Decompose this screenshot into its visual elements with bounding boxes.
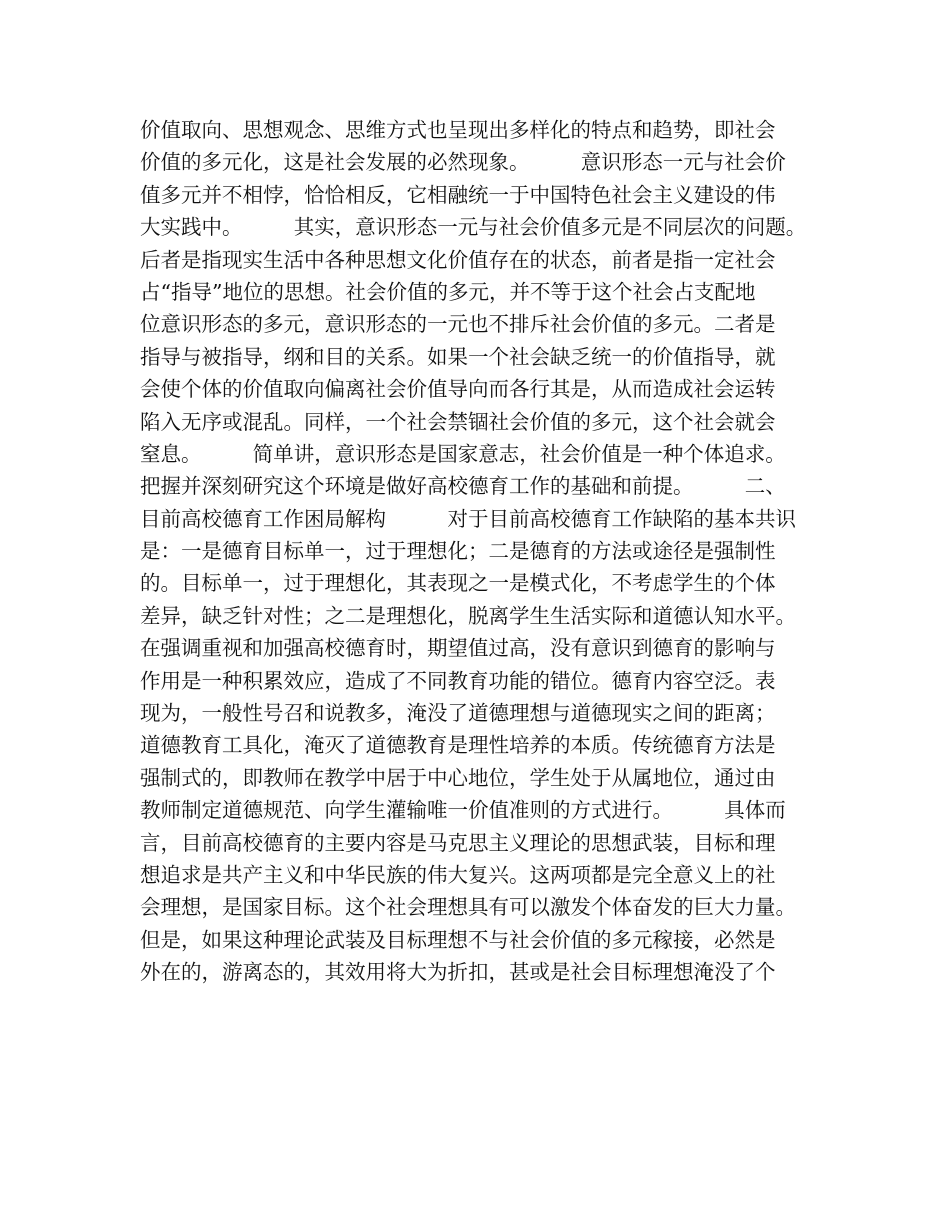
text-line-27: 外在的，游离态的，其效用将大为折扣，甚或是社会目标理想淹没了个 — [140, 960, 776, 985]
text-line-7: 位意识形态的多元，意识形态的一元也不排斥社会价值的多元。二者是 — [140, 312, 776, 337]
text-line-13: 目前高校德育工作困局解构 对于目前高校德育工作缺陷的基本共识 — [140, 506, 796, 531]
text-line-15: 的。目标单一，过于理想化，其表现之一是模式化，不考虑学生的个体 — [140, 571, 776, 596]
text-line-1: 价值取向、思想观念、思维方式也呈现出多样化的特点和趋势，即社会 — [140, 118, 776, 142]
text-line-21: 强制式的，即教师在教学中居于中心地位，学生处于从属地位，通过由 — [140, 765, 776, 790]
text-line-8: 指导与被指导，纲和目的关系。如果一个社会缺乏统一的价值指导，就 — [140, 344, 776, 369]
text-line-4: 大实践中。 其实，意识形态一元与社会价值多元是不同层次的问题。 — [140, 215, 807, 240]
text-line-9: 会使个体的价值取向偏离社会价值导向而各行其是，从而造成社会运转 — [140, 377, 776, 402]
text-line-20: 道德教育工具化，淹灭了道德教育是理性培养的本质。传统德育方法是 — [140, 733, 776, 758]
text-line-23: 言，目前高校德育的主要内容是马克思主义理论的思想武装，目标和理 — [140, 830, 776, 855]
text-line-25: 会理想，是国家目标。这个社会理想具有可以激发个体奋发的巨大力量。 — [140, 895, 796, 920]
text-line-2: 价值的多元化，这是社会发展的必然现象。 意识形态一元与社会价 — [140, 150, 786, 175]
text-line-26: 但是，如果这种理论武装及目标理想不与社会价值的多元稼接，必然是 — [140, 927, 776, 952]
text-line-10: 陷入无序或混乱。同样，一个社会禁锢社会价值的多元，这个社会就会 — [140, 409, 776, 434]
body-text — [140, 114, 830, 989]
text-line-11: 窒息。 简单讲，意识形态是国家意志，社会价值是一种个体追求。 — [140, 441, 786, 466]
text-line-19: 现为，一般性号召和说教多，淹没了道德理想与道德现实之间的距离； — [140, 701, 776, 726]
text-line-22: 教师制定道德规范、向学生灌输唯一价值准则的方式进行。 具体而 — [140, 798, 786, 823]
text-line-24: 想追求是共产主义和中华民族的伟大复兴。这两项都是完全意义上的社 — [140, 862, 776, 887]
text-line-17: 在强调重视和加强高校德育时，期望值过高，没有意识到德育的影响与 — [140, 636, 776, 661]
text-line-5: 后者是指现实生活中各种思想文化价值存在的状态，前者是指一定社会 — [140, 247, 776, 272]
text-line-14: 是：一是德育目标单一，过于理想化；二是德育的方法或途径是强制性 — [140, 539, 776, 564]
text-line-12: 把握并深刻研究这个环境是做好高校德育工作的基础和前提。 二、 — [140, 474, 786, 499]
text-line-6: 占“指导”地位的思想。社会价值的多元，并不等于这个社会占支配地 — [140, 279, 756, 304]
text-line-16: 差异，缺乏针对性；之二是理想化，脱离学生生活实际和道德认知水平。 — [140, 603, 796, 628]
text-line-3: 值多元并不相悖，恰恰相反，它相融统一于中国特色社会主义建设的伟 — [140, 182, 776, 207]
text-line-18: 作用是一种积累效应，造成了不同教育功能的错位。德育内容空泛。表 — [140, 668, 776, 693]
